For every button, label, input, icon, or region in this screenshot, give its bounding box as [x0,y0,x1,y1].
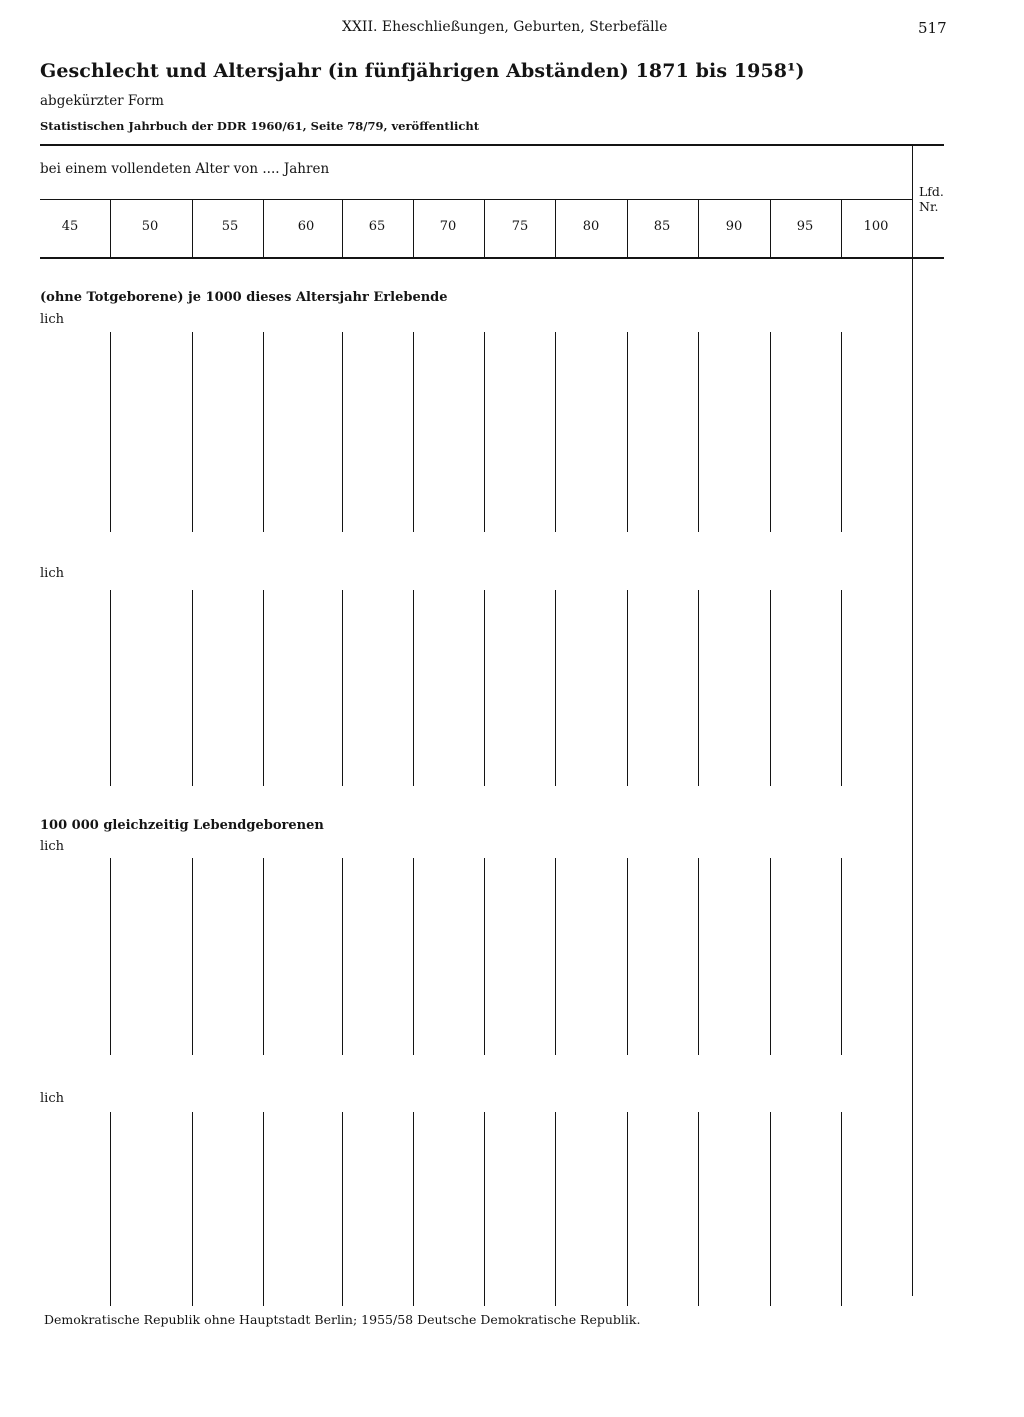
column-rule [342,858,343,1055]
header-column-rule [555,200,556,257]
column-rule [263,858,264,1055]
lfd-column-rule [912,146,913,1296]
column-rule [627,590,628,786]
column-rule [263,332,264,532]
page-title: Geschlecht und Altersjahr (in fünfjährigen Abständen) 1871 bis 1958¹) [40,60,805,82]
column-rule [413,332,414,532]
column-rule [342,590,343,786]
header-divider [40,199,912,200]
header-column-rule [770,200,771,257]
column-rule [627,858,628,1055]
column-rule [413,858,414,1055]
column-rule [698,1112,699,1306]
column-rule [110,858,111,1055]
column-rule [413,590,414,786]
header-column-rule [192,200,193,257]
age-header-45: 45 [61,219,79,234]
header-column-rule [484,200,485,257]
section-title: (ohne Totgeborene) je 1000 dieses Altersjahr Erlebende [40,290,448,305]
source-note: Statistischen Jahrbuch der DDR 1960/61, Seite 78/79, veröffentlicht [40,119,480,133]
table-top-rule [40,144,944,146]
column-rule [841,590,842,786]
header-column-rule [413,200,414,257]
column-rule [627,332,628,532]
column-rule [555,590,556,786]
header-caption: bei einem vollendeten Alter von .... Jahren [40,161,330,177]
column-rule [484,332,485,532]
column-rule [484,858,485,1055]
column-rule [263,1112,264,1306]
column-rule [192,1112,193,1306]
running-head: XXII. Eheschließungen, Geburten, Sterbefälle [342,19,668,35]
section-label: lich [40,312,64,327]
page-number: 517 [918,19,947,37]
header-column-rule [841,200,842,257]
header-column-rule [698,200,699,257]
column-rule [342,332,343,532]
column-rule [770,1112,771,1306]
age-header-50: 50 [141,219,159,234]
column-rule [110,1112,111,1306]
lfd-nr-header: Lfd. Nr. [919,184,944,214]
header-column-rule [263,200,264,257]
column-rule [770,332,771,532]
column-rule [192,332,193,532]
section-label: lich [40,566,64,581]
header-bottom-rule [40,257,944,259]
column-rule [698,858,699,1055]
header-column-rule [627,200,628,257]
age-header-55: 55 [221,219,239,234]
column-rule [770,858,771,1055]
age-header-60: 60 [297,219,315,234]
section-title: 100 000 gleichzeitig Lebendgeborenen [40,818,324,833]
column-rule [192,858,193,1055]
column-rule [841,1112,842,1306]
footer-note: Demokratische Republik ohne Hauptstadt Berlin; 1955/58 Deutsche Demokratische Republik. [44,1312,641,1327]
age-header-95: 95 [796,219,814,234]
column-rule [841,858,842,1055]
column-rule [770,590,771,786]
column-rule [342,1112,343,1306]
column-rule [555,858,556,1055]
column-rule [555,1112,556,1306]
age-header-80: 80 [582,219,600,234]
header-column-rule [110,200,111,257]
column-rule [555,332,556,532]
age-header-65: 65 [368,219,386,234]
column-rule [484,1112,485,1306]
column-rule [841,332,842,532]
column-rule [413,1112,414,1306]
column-rule [192,590,193,786]
age-header-90: 90 [725,219,743,234]
header-column-rule [342,200,343,257]
column-rule [263,590,264,786]
age-header-100: 100 [863,219,889,234]
column-rule [698,590,699,786]
age-header-75: 75 [511,219,529,234]
subtitle: abgekürzter Form [40,93,164,109]
column-rule [110,332,111,532]
age-header-70: 70 [439,219,457,234]
age-header-85: 85 [653,219,671,234]
column-rule [698,332,699,532]
column-rule [110,590,111,786]
column-rule [484,590,485,786]
column-rule [627,1112,628,1306]
section-label: lich [40,1091,64,1106]
section-label: lich [40,839,64,854]
